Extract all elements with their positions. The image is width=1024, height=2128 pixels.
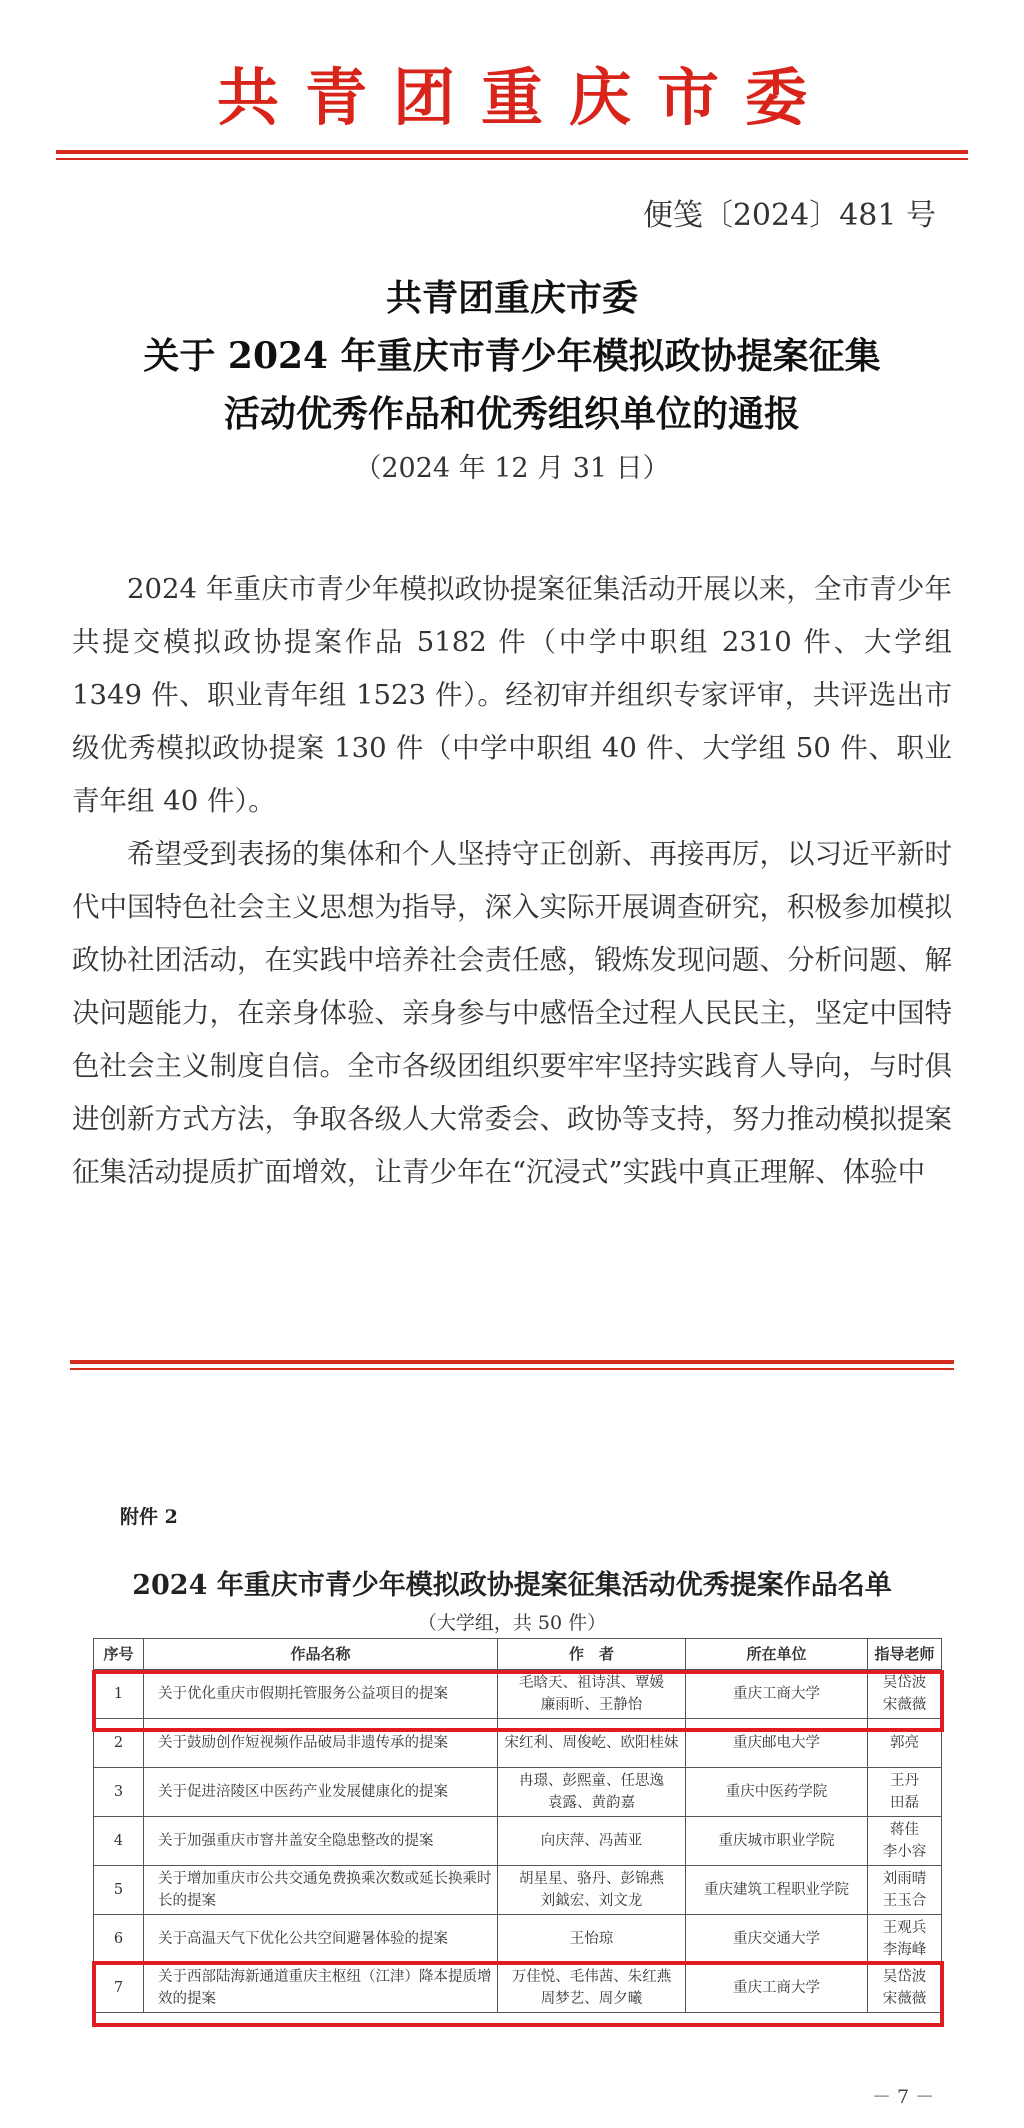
attachment-title: 2024 年重庆市青少年模拟政协提案征集活动优秀提案作品名单 <box>132 1570 892 1601</box>
header-teacher: 指导老师 <box>868 1639 942 1670</box>
cell-no: 3 <box>94 1768 144 1817</box>
table-row <box>94 1817 942 1866</box>
highlight-box-row-1 <box>92 1670 944 1732</box>
cell-authors-text: 胡星星、骆丹、彭锦燕 刘鉞宏、刘文龙 <box>519 1871 664 1909</box>
cell-no: 2 <box>94 1719 144 1768</box>
section-red-rule <box>70 1360 954 1364</box>
cell-teacher-text: 郭亮 <box>890 1735 919 1751</box>
cell-teacher-text: 王丹 田磊 <box>890 1773 919 1811</box>
cell-teacher <box>868 1817 942 1866</box>
masthead-org-name: 共青团重庆市委 <box>216 61 833 134</box>
cell-name: 关于高温天气下优化公共空间避暑体验的提案 <box>144 1915 498 1964</box>
cell-unit: 重庆中医药学院 <box>686 1768 868 1817</box>
table-row <box>94 1915 942 1964</box>
table-header-row <box>94 1639 942 1670</box>
cell-name: 关于加强重庆市窨井盖安全隐患整改的提案 <box>144 1817 498 1866</box>
title-line-1: 共青团重庆市委 <box>385 277 638 319</box>
cell-authors-text: 万佳悦、毛伟茜、朱红燕 周梦艺、周夕曦 <box>511 1969 672 2007</box>
header-no: 序号 <box>94 1639 144 1670</box>
body-paragraph-1: 2024 年重庆市青少年模拟政协提案征集活动开展以来，全市青少年共提交模拟政协提案作品 5182 件（中学中职组 2310 件、大学组 1349 件、职业青年组 1523 件）。经初审并组织专家评审，共评选出市级优秀模拟政协提案 130 件（中学中职组 40 件、大学组 50 件、职业青年组 40 件）。 <box>72 573 952 817</box>
cell-unit: 重庆交通大学 <box>686 1915 868 1964</box>
section-red-rule-thin <box>70 1368 954 1370</box>
cell-unit: 重庆工商大学 <box>686 1964 868 2013</box>
cell-teacher-text: 吴岱波 宋薇薇 <box>882 1969 927 2007</box>
masthead-red-rule <box>56 150 968 154</box>
highlight-box-row-7 <box>92 1961 944 2027</box>
attachment-label: 附件 2 <box>120 1506 178 1528</box>
cell-authors <box>498 1915 686 1964</box>
cell-authors <box>498 1817 686 1866</box>
cell-no: 1 <box>94 1670 144 1719</box>
header-name: 作品名称 <box>144 1639 498 1670</box>
header-unit: 所在单位 <box>686 1639 868 1670</box>
cell-authors <box>498 1866 686 1915</box>
cell-no: 6 <box>94 1915 144 1964</box>
cell-authors-text: 宋红利、周俊屹、欧阳桂妹 <box>504 1735 679 1751</box>
cell-teacher <box>868 1915 942 1964</box>
cell-no: 7 <box>94 1964 144 2013</box>
cell-teacher-text: 吴岱波 宋薇薇 <box>882 1675 927 1713</box>
cell-teacher <box>868 1768 942 1817</box>
issue-date: （2024 年 12 月 31 日） <box>354 453 670 484</box>
cell-unit: 重庆工商大学 <box>686 1670 868 1719</box>
cell-unit: 重庆建筑工程职业学院 <box>686 1866 868 1915</box>
cell-authors-text: 毛晗天、祖诗淇、覃媛 廉雨昕、王静怡 <box>519 1675 664 1713</box>
cell-authors <box>498 1768 686 1817</box>
cell-teacher-text: 蒋佳 李小容 <box>882 1822 927 1860</box>
cell-teacher-text: 王观兵 李海峰 <box>882 1920 927 1958</box>
cell-name: 关于促进涪陵区中医药产业发展健康化的提案 <box>144 1768 498 1817</box>
cell-authors-text: 冉璟、彭熙童、任思逸 袁露、黄韵嘉 <box>519 1773 664 1811</box>
document-number: 便笺〔2024〕481 号 <box>642 198 936 233</box>
cell-name: 关于优化重庆市假期托管服务公益项目的提案 <box>144 1670 498 1719</box>
cell-no: 5 <box>94 1866 144 1915</box>
cell-teacher <box>868 1866 942 1915</box>
cell-no: 4 <box>94 1817 144 1866</box>
cell-unit: 重庆城市职业学院 <box>686 1817 868 1866</box>
table-row <box>94 1768 942 1817</box>
attachment-subtitle: （大学组，共 50 件） <box>417 1612 607 1634</box>
cell-name: 关于鼓励创作短视频作品破局非遗传承的提案 <box>144 1719 498 1768</box>
header-authors: 作 者 <box>498 1639 686 1670</box>
masthead-red-rule-thin <box>56 158 968 160</box>
cell-teacher-text: 刘雨晴 王玉合 <box>882 1871 927 1909</box>
title-line-2: 关于 2024 年重庆市青少年模拟政协提案征集 <box>143 335 881 377</box>
title-line-3: 活动优秀作品和优秀组织单位的通报 <box>223 393 800 435</box>
cell-authors-text: 向庆萍、冯茜亚 <box>540 1833 643 1849</box>
body-paragraph-2: 希望受到表扬的集体和个人坚持守正创新、再接再厉，以习近平新时代中国特色社会主义思想为指导，深入实际开展调查研究，积极参加模拟政协社团活动，在实践中培养社会责任感，锻炼发现问题、分析问题、解决问题能力，在亲身体验、亲身参与中感悟全过程人民民主，坚定中国特色社会主义制度自信。全市各级团组织要牢牢坚持实践育人导向，与时俱进创新方式方法，争取各级人大常委会、政协等支持，努力推动模拟提案征集活动提质扩面增效，让青少年在“沉浸式”实践中真正理解、体验中 <box>72 838 952 1188</box>
page-number: － 7 － <box>872 2086 935 2108</box>
cell-authors-text: 王怡琼 <box>569 1931 614 1947</box>
body-text <box>72 563 952 1199</box>
cell-name: 关于西部陆海新通道重庆主枢纽（江津）降本提质增效的提案 <box>144 1964 498 2013</box>
cell-name: 关于增加重庆市公共交通免费换乘次数或延长换乘时长的提案 <box>144 1866 498 1915</box>
cell-unit: 重庆邮电大学 <box>686 1719 868 1768</box>
table-row <box>94 1866 942 1915</box>
